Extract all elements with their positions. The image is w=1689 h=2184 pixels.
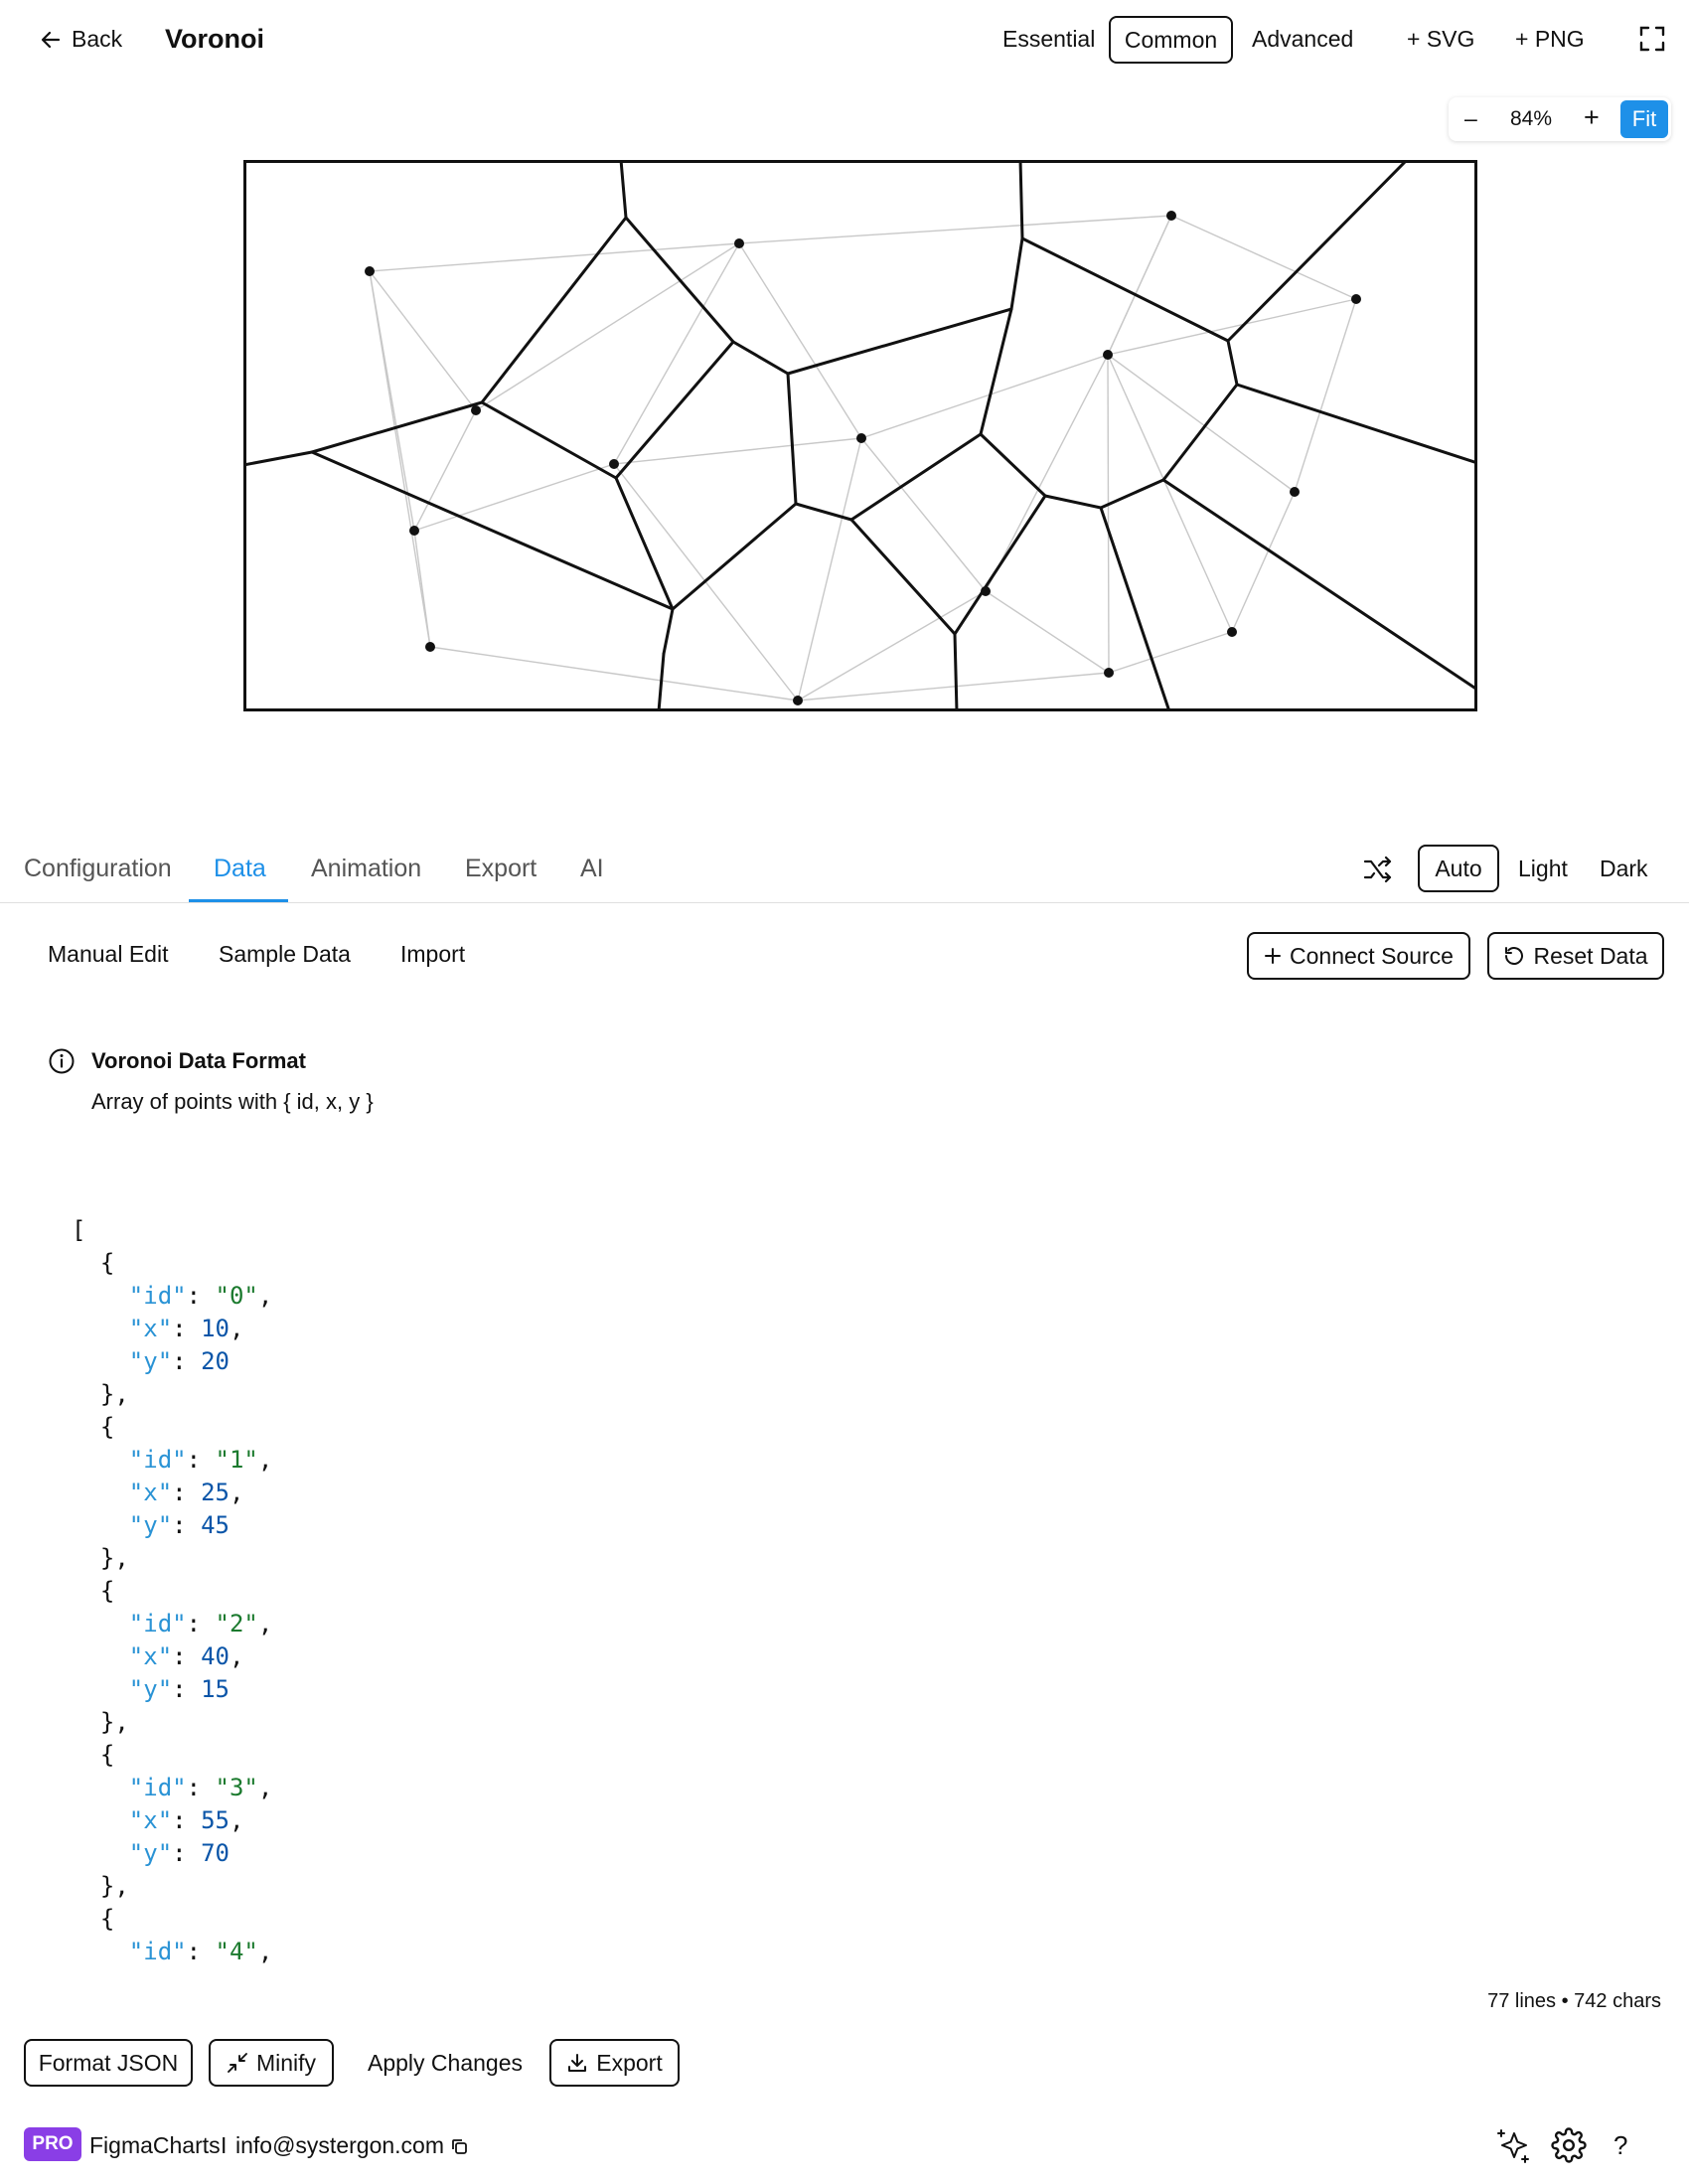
code-line: "x": 40, xyxy=(128,1642,244,1670)
theme-auto-label: Auto xyxy=(1435,855,1482,881)
info-icon xyxy=(48,1047,76,1075)
minimize-arrows-icon xyxy=(227,2052,248,2074)
page-title: Voronoi xyxy=(165,24,264,54)
voronoi-site-0 xyxy=(365,266,375,276)
voronoi-edge-7 xyxy=(733,342,788,374)
voronoi-edge-24 xyxy=(673,504,796,609)
reset-icon xyxy=(1503,945,1525,967)
tab-export[interactable]: Export xyxy=(465,855,537,882)
voronoi-site-13 xyxy=(1104,668,1114,678)
voronoi-site-6 xyxy=(856,433,866,443)
delaunay-link-14 xyxy=(414,464,614,531)
code-line: { xyxy=(72,1741,115,1769)
code-line: "id": "3", xyxy=(128,1774,273,1801)
delaunay-link-20 xyxy=(1108,355,1295,492)
delaunay-link-0 xyxy=(370,243,739,271)
contact-email-text: info@systergon.com xyxy=(235,2132,444,2158)
back-label: Back xyxy=(72,26,123,52)
code-line: }, xyxy=(72,1872,129,1900)
voronoi-edge-14 xyxy=(1163,385,1237,480)
code-line: { xyxy=(72,1413,115,1441)
delaunay-link-17 xyxy=(861,438,986,591)
code-line: "y": 20 xyxy=(128,1347,230,1375)
delaunay-link-29 xyxy=(1109,632,1232,673)
mode-common[interactable] xyxy=(1109,16,1233,64)
format-json-label: Format JSON xyxy=(38,2049,179,2076)
voronoi-edge-4 xyxy=(626,218,733,342)
arrow-left-icon xyxy=(40,29,62,51)
code-line: "id": "4", xyxy=(128,1938,273,1965)
delaunay-link-1 xyxy=(739,216,1171,243)
voronoi-edge-11 xyxy=(981,434,1045,496)
add-svg-button[interactable]: + SVG xyxy=(1407,26,1475,52)
zoom-level: 84% xyxy=(1510,107,1553,130)
voronoi-edge-3 xyxy=(243,452,312,465)
mode-common-label: Common xyxy=(1124,26,1218,53)
code-line: "id": "0", xyxy=(128,1282,273,1310)
code-line: "x": 25, xyxy=(128,1479,244,1506)
contact-email[interactable] xyxy=(235,2132,468,2159)
subtab-manual-edit[interactable]: Manual Edit xyxy=(48,941,169,967)
code-line: }, xyxy=(72,1708,129,1736)
info-title: Voronoi Data Format xyxy=(91,1048,306,1073)
delaunay-layer xyxy=(370,216,1356,701)
code-line: { xyxy=(72,1577,115,1605)
fullscreen-icon[interactable] xyxy=(1638,25,1666,53)
delaunay-link-27 xyxy=(430,647,798,701)
code-line: "y": 70 xyxy=(128,1839,230,1867)
voronoi-site-7 xyxy=(1103,350,1113,360)
delaunay-link-22 xyxy=(1108,355,1232,632)
code-line: [ xyxy=(72,1216,86,1244)
tab-animation[interactable]: Animation xyxy=(311,855,422,882)
pro-badge: PRO xyxy=(24,2127,81,2161)
voronoi-edge-10 xyxy=(851,434,981,520)
voronoi-edge-26 xyxy=(664,609,673,654)
voronoi-edge-6 xyxy=(482,402,616,478)
code-line: "id": "1", xyxy=(128,1446,273,1474)
code-line: }, xyxy=(72,1544,129,1572)
delaunay-link-18 xyxy=(798,438,861,701)
zoom-out-button[interactable]: – xyxy=(1464,105,1477,131)
code-line: "x": 10, xyxy=(128,1315,244,1342)
tab-configuration[interactable]: Configuration xyxy=(24,855,172,882)
voronoi-edge-22 xyxy=(981,309,1011,434)
voronoi-edge-29 xyxy=(955,496,1045,634)
voronoi-site-12 xyxy=(793,696,803,705)
tab-data[interactable]: Data xyxy=(214,855,266,882)
delaunay-link-28 xyxy=(798,673,1109,701)
voronoi-edge-13 xyxy=(1101,480,1163,508)
voronoi-edge-19 xyxy=(1020,160,1022,238)
code-line: "y": 45 xyxy=(128,1511,230,1539)
voronoi-site-3 xyxy=(1351,294,1361,304)
code-line: "y": 15 xyxy=(128,1675,230,1703)
voronoi-site-2 xyxy=(1166,211,1176,221)
code-line: "id": "2", xyxy=(128,1610,273,1638)
voronoi-edge-0 xyxy=(621,160,626,218)
voronoi-site-1 xyxy=(734,238,744,248)
voronoi-edge-21 xyxy=(788,309,1011,374)
minify-button[interactable] xyxy=(209,2039,334,2087)
tab-ai[interactable]: AI xyxy=(580,855,604,882)
delaunay-link-21 xyxy=(1108,355,1109,673)
sparkle-icon[interactable] xyxy=(1493,2126,1533,2166)
voronoi-edge-8 xyxy=(788,374,796,504)
code-line: }, xyxy=(72,1380,129,1408)
format-json-button[interactable] xyxy=(24,2039,193,2087)
voronoi-site-5 xyxy=(609,459,619,469)
code-line: "x": 55, xyxy=(128,1806,244,1834)
voronoi-edge-31 xyxy=(1101,508,1169,711)
voronoi-edge-30 xyxy=(955,634,957,711)
plus-icon xyxy=(1264,947,1282,965)
tabs-divider xyxy=(0,902,1689,903)
json-editor[interactable] xyxy=(72,1214,272,1968)
export-button[interactable] xyxy=(549,2039,680,2087)
delaunay-link-3 xyxy=(370,271,476,410)
editor-stats: 77 lines • 742 chars xyxy=(1487,1990,1661,2012)
copy-icon[interactable] xyxy=(450,2137,468,2155)
theme-auto[interactable] xyxy=(1418,845,1499,892)
shuffle-icon[interactable] xyxy=(1361,853,1395,886)
voronoi-edge-17 xyxy=(1228,160,1407,341)
delaunay-link-11 xyxy=(1295,299,1356,492)
voronoi-site-10 xyxy=(1290,487,1300,497)
fit-button[interactable]: Fit xyxy=(1620,100,1668,138)
voronoi-edge-20 xyxy=(1011,238,1022,309)
voronoi-edge-15 xyxy=(1237,385,1477,463)
voronoi-chart xyxy=(243,160,1477,711)
voronoi-sites xyxy=(365,211,1361,705)
voronoi-edge-27 xyxy=(659,654,664,711)
subtab-sample-data[interactable]: Sample Data xyxy=(219,941,351,967)
theme-dark[interactable]: Dark xyxy=(1600,856,1648,881)
delaunay-link-6 xyxy=(476,243,739,410)
footer-separator: I xyxy=(221,2132,228,2158)
code-line: { xyxy=(72,1905,115,1933)
zoom-in-button[interactable]: + xyxy=(1584,102,1600,132)
reset-data-label: Reset Data xyxy=(1533,942,1648,969)
help-button[interactable]: ? xyxy=(1613,2130,1628,2160)
delaunay-link-5 xyxy=(370,271,430,647)
zoom-control xyxy=(1449,97,1671,141)
connect-source-button[interactable] xyxy=(1247,932,1470,980)
export-label: Export xyxy=(596,2049,663,2076)
voronoi-edge-18 xyxy=(1022,238,1228,341)
apply-changes-button[interactable]: Apply Changes xyxy=(368,2050,523,2076)
delaunay-link-8 xyxy=(739,243,861,438)
subtab-import[interactable]: Import xyxy=(400,941,466,967)
info-description: Array of points with { id, x, y } xyxy=(91,1089,374,1114)
code-line: { xyxy=(72,1249,115,1277)
gear-icon[interactable] xyxy=(1550,2126,1588,2164)
voronoi-site-8 xyxy=(409,526,419,536)
delaunay-link-10 xyxy=(1108,299,1356,355)
voronoi-edge-16 xyxy=(1228,341,1237,385)
delaunay-link-25 xyxy=(986,591,1109,673)
mode-essential[interactable]: Essential xyxy=(1002,26,1096,52)
mode-advanced[interactable]: Advanced xyxy=(1252,26,1354,52)
download-icon xyxy=(566,2052,588,2074)
delaunay-link-2 xyxy=(1171,216,1356,299)
delaunay-link-13 xyxy=(614,438,861,464)
connect-source-label: Connect Source xyxy=(1290,942,1454,969)
minify-label: Minify xyxy=(255,2049,317,2076)
voronoi-site-14 xyxy=(1227,627,1237,637)
voronoi-site-11 xyxy=(425,642,435,652)
back-button[interactable] xyxy=(40,26,122,53)
voronoi-site-4 xyxy=(471,405,481,415)
voronoi-site-9 xyxy=(981,586,991,596)
voronoi-edge-28 xyxy=(851,520,955,634)
theme-light[interactable]: Light xyxy=(1518,856,1568,881)
add-png-button[interactable]: + PNG xyxy=(1515,26,1585,52)
reset-data-button[interactable] xyxy=(1487,932,1664,980)
brand-name: FigmaCharts xyxy=(89,2132,221,2158)
voronoi-edge-1 xyxy=(482,218,626,402)
voronoi-edge-12 xyxy=(1045,496,1101,508)
delaunay-link-23 xyxy=(414,531,430,647)
